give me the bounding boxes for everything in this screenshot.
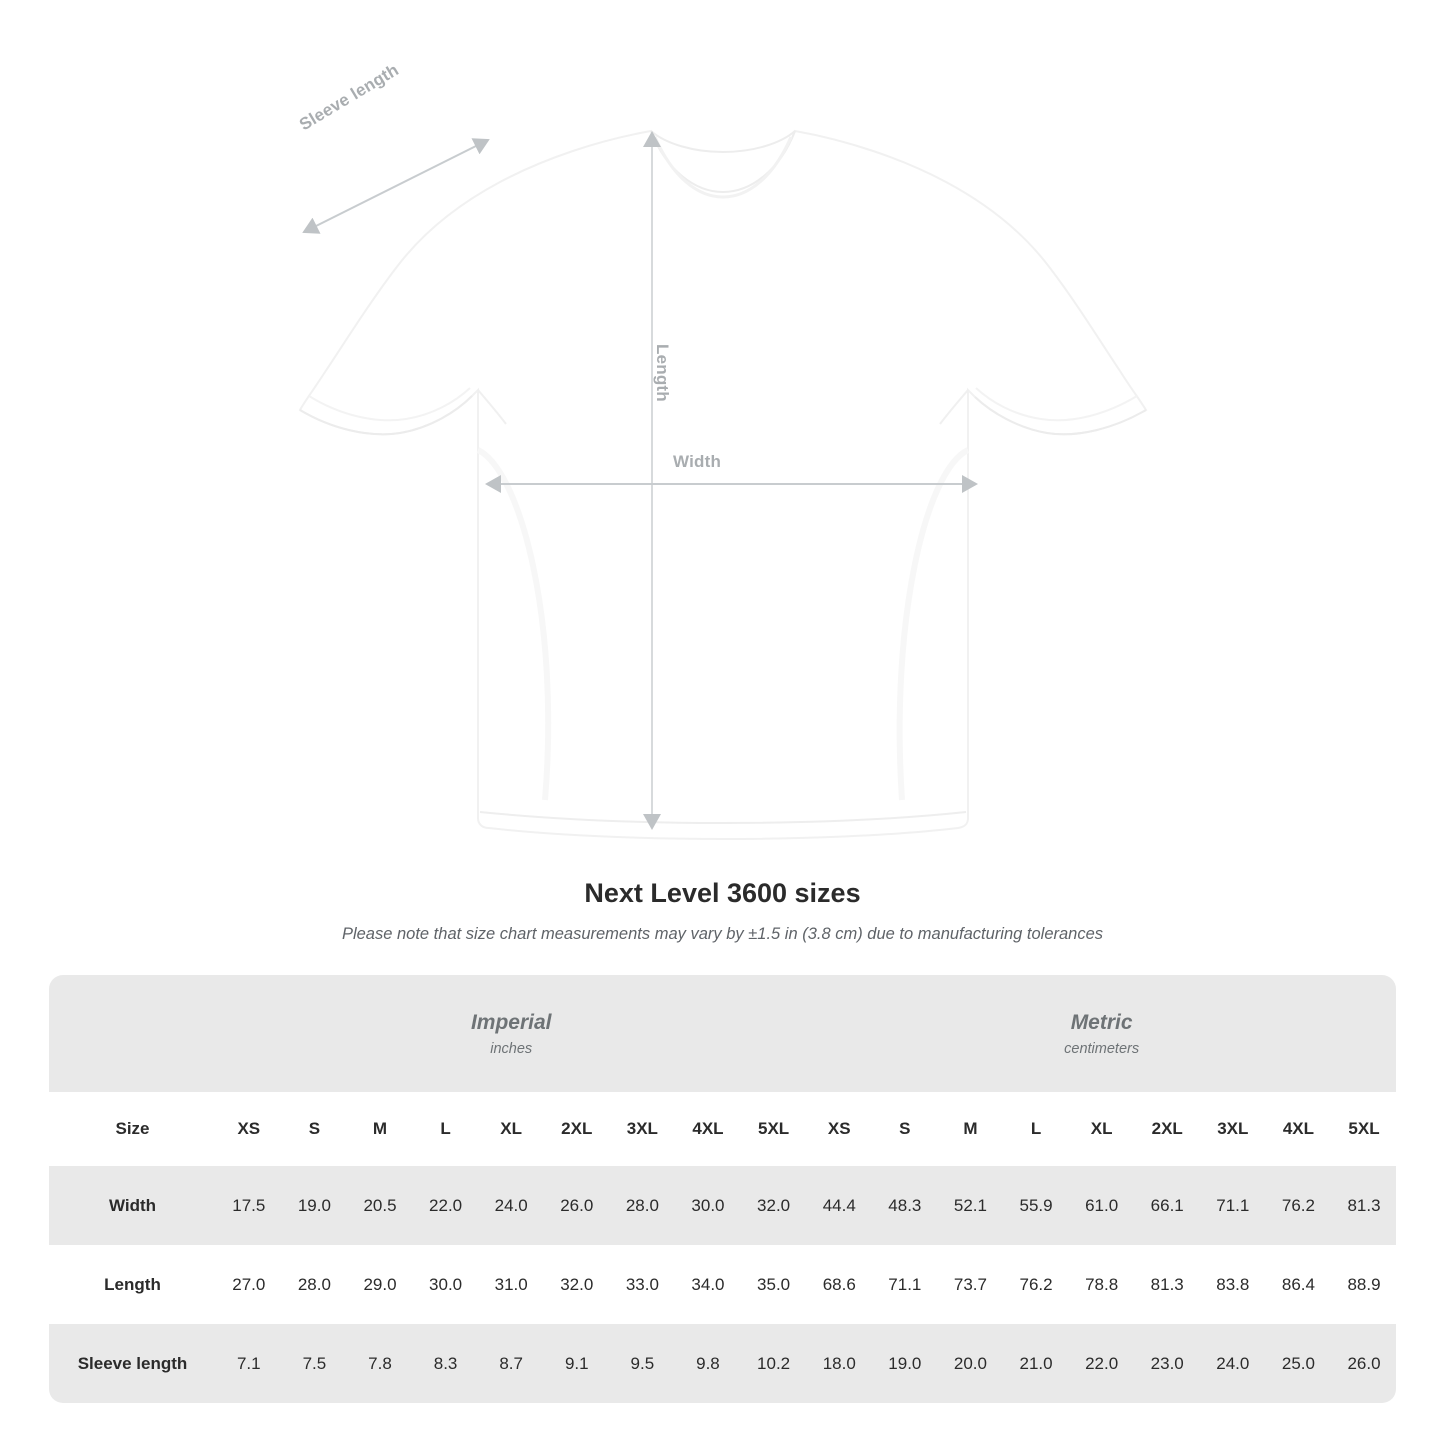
cell-sleeve-length: 18.0 [806,1324,872,1403]
cell-width: 81.3 [1331,1166,1396,1245]
size-header-cell: 4XL [675,1092,741,1166]
unit-group-metric [806,975,1396,1092]
cell-sleeve-length: 7.5 [282,1324,348,1403]
cell-width: 71.1 [1200,1166,1266,1245]
size-header-cell: 3XL [1200,1092,1266,1166]
cell-width: 26.0 [544,1166,610,1245]
cell-sleeve-length: 26.0 [1331,1324,1396,1403]
width-label: Width [673,452,722,471]
cell-length: 78.8 [1069,1245,1135,1324]
cell-length: 33.0 [610,1245,676,1324]
cell-sleeve-length: 9.5 [610,1324,676,1403]
size-header-cell: 3XL [610,1092,676,1166]
unit-group-metric-sub: centimeters [1064,1040,1140,1057]
length-label: Length [653,344,672,402]
size-header-cell: 2XL [1134,1092,1200,1166]
size-header-cell: S [872,1092,938,1166]
cell-length: 30.0 [413,1245,479,1324]
cell-width: 17.5 [216,1166,282,1245]
cell-length: 81.3 [1134,1245,1200,1324]
cell-length: 35.0 [741,1245,807,1324]
cell-width: 44.4 [806,1166,872,1245]
size-header-cell: M [938,1092,1004,1166]
row-label-width: Width [49,1166,216,1245]
unit-group-spacer [49,975,216,1092]
cell-sleeve-length: 7.1 [216,1324,282,1403]
size-table [49,975,1396,1403]
cell-width: 22.0 [413,1166,479,1245]
cell-length: 73.7 [938,1245,1004,1324]
cell-length: 29.0 [347,1245,413,1324]
cell-sleeve-length: 22.0 [1069,1324,1135,1403]
cell-sleeve-length: 10.2 [741,1324,807,1403]
size-header-cell: XS [806,1092,872,1166]
cell-sleeve-length: 21.0 [1003,1324,1069,1403]
cell-length: 34.0 [675,1245,741,1324]
cell-sleeve-length: 9.1 [544,1324,610,1403]
cell-width: 20.5 [347,1166,413,1245]
size-header-row [49,1092,1396,1166]
table-row [49,1245,1396,1324]
size-header-cell: 5XL [741,1092,807,1166]
size-header-cell: 2XL [544,1092,610,1166]
cell-sleeve-length: 8.7 [478,1324,544,1403]
cell-sleeve-length: 7.8 [347,1324,413,1403]
size-header-cell: M [347,1092,413,1166]
size-header-label: Size [49,1092,216,1166]
cell-width: 48.3 [872,1166,938,1245]
cell-length: 86.4 [1266,1245,1332,1324]
cell-width: 76.2 [1266,1166,1332,1245]
table-row [49,1324,1396,1403]
cell-width: 61.0 [1069,1166,1135,1245]
cell-width: 28.0 [610,1166,676,1245]
size-header-cell: L [413,1092,479,1166]
cell-width: 55.9 [1003,1166,1069,1245]
sleeve-length-label: Sleeve length [296,60,402,135]
cell-length: 28.0 [282,1245,348,1324]
cell-length: 31.0 [478,1245,544,1324]
cell-length: 83.8 [1200,1245,1266,1324]
cell-sleeve-length: 9.8 [675,1324,741,1403]
cell-sleeve-length: 19.0 [872,1324,938,1403]
table-row [49,1166,1396,1245]
size-header-cell: 5XL [1331,1092,1396,1166]
cell-width: 32.0 [741,1166,807,1245]
cell-length: 88.9 [1331,1245,1396,1324]
cell-length: 68.6 [806,1245,872,1324]
cell-sleeve-length: 8.3 [413,1324,479,1403]
row-label-length: Length [49,1245,216,1324]
page-title: Next Level 3600 sizes [584,878,861,908]
cell-width: 52.1 [938,1166,1004,1245]
unit-group-imperial [216,975,806,1092]
size-header-cell: L [1003,1092,1069,1166]
cell-width: 30.0 [675,1166,741,1245]
cell-length: 71.1 [872,1245,938,1324]
row-label-sleeve-length: Sleeve length [49,1324,216,1403]
size-header-cell: S [282,1092,348,1166]
unit-group-imperial-name: Imperial [470,1011,552,1035]
size-header-cell: XS [216,1092,282,1166]
cell-width: 66.1 [1134,1166,1200,1245]
cell-sleeve-length: 23.0 [1134,1324,1200,1403]
cell-width: 19.0 [282,1166,348,1245]
unit-group-metric-name: Metric [1070,1011,1133,1035]
tolerance-note: Please note that size chart measurements may vary by ±1.5 in (3.8 cm) due to manufacturing tolerances [341,925,1104,943]
cell-length: 27.0 [216,1245,282,1324]
unit-group-row [49,975,1396,1092]
size-header-cell: XL [1069,1092,1135,1166]
cell-sleeve-length: 24.0 [1200,1324,1266,1403]
unit-group-imperial-sub: inches [490,1040,533,1057]
cell-width: 24.0 [478,1166,544,1245]
size-table-wrap [49,975,1396,1403]
cell-length: 76.2 [1003,1245,1069,1324]
size-header-cell: XL [478,1092,544,1166]
cell-sleeve-length: 25.0 [1266,1324,1332,1403]
cell-length: 32.0 [544,1245,610,1324]
cell-sleeve-length: 20.0 [938,1324,1004,1403]
size-header-cell: 4XL [1266,1092,1332,1166]
